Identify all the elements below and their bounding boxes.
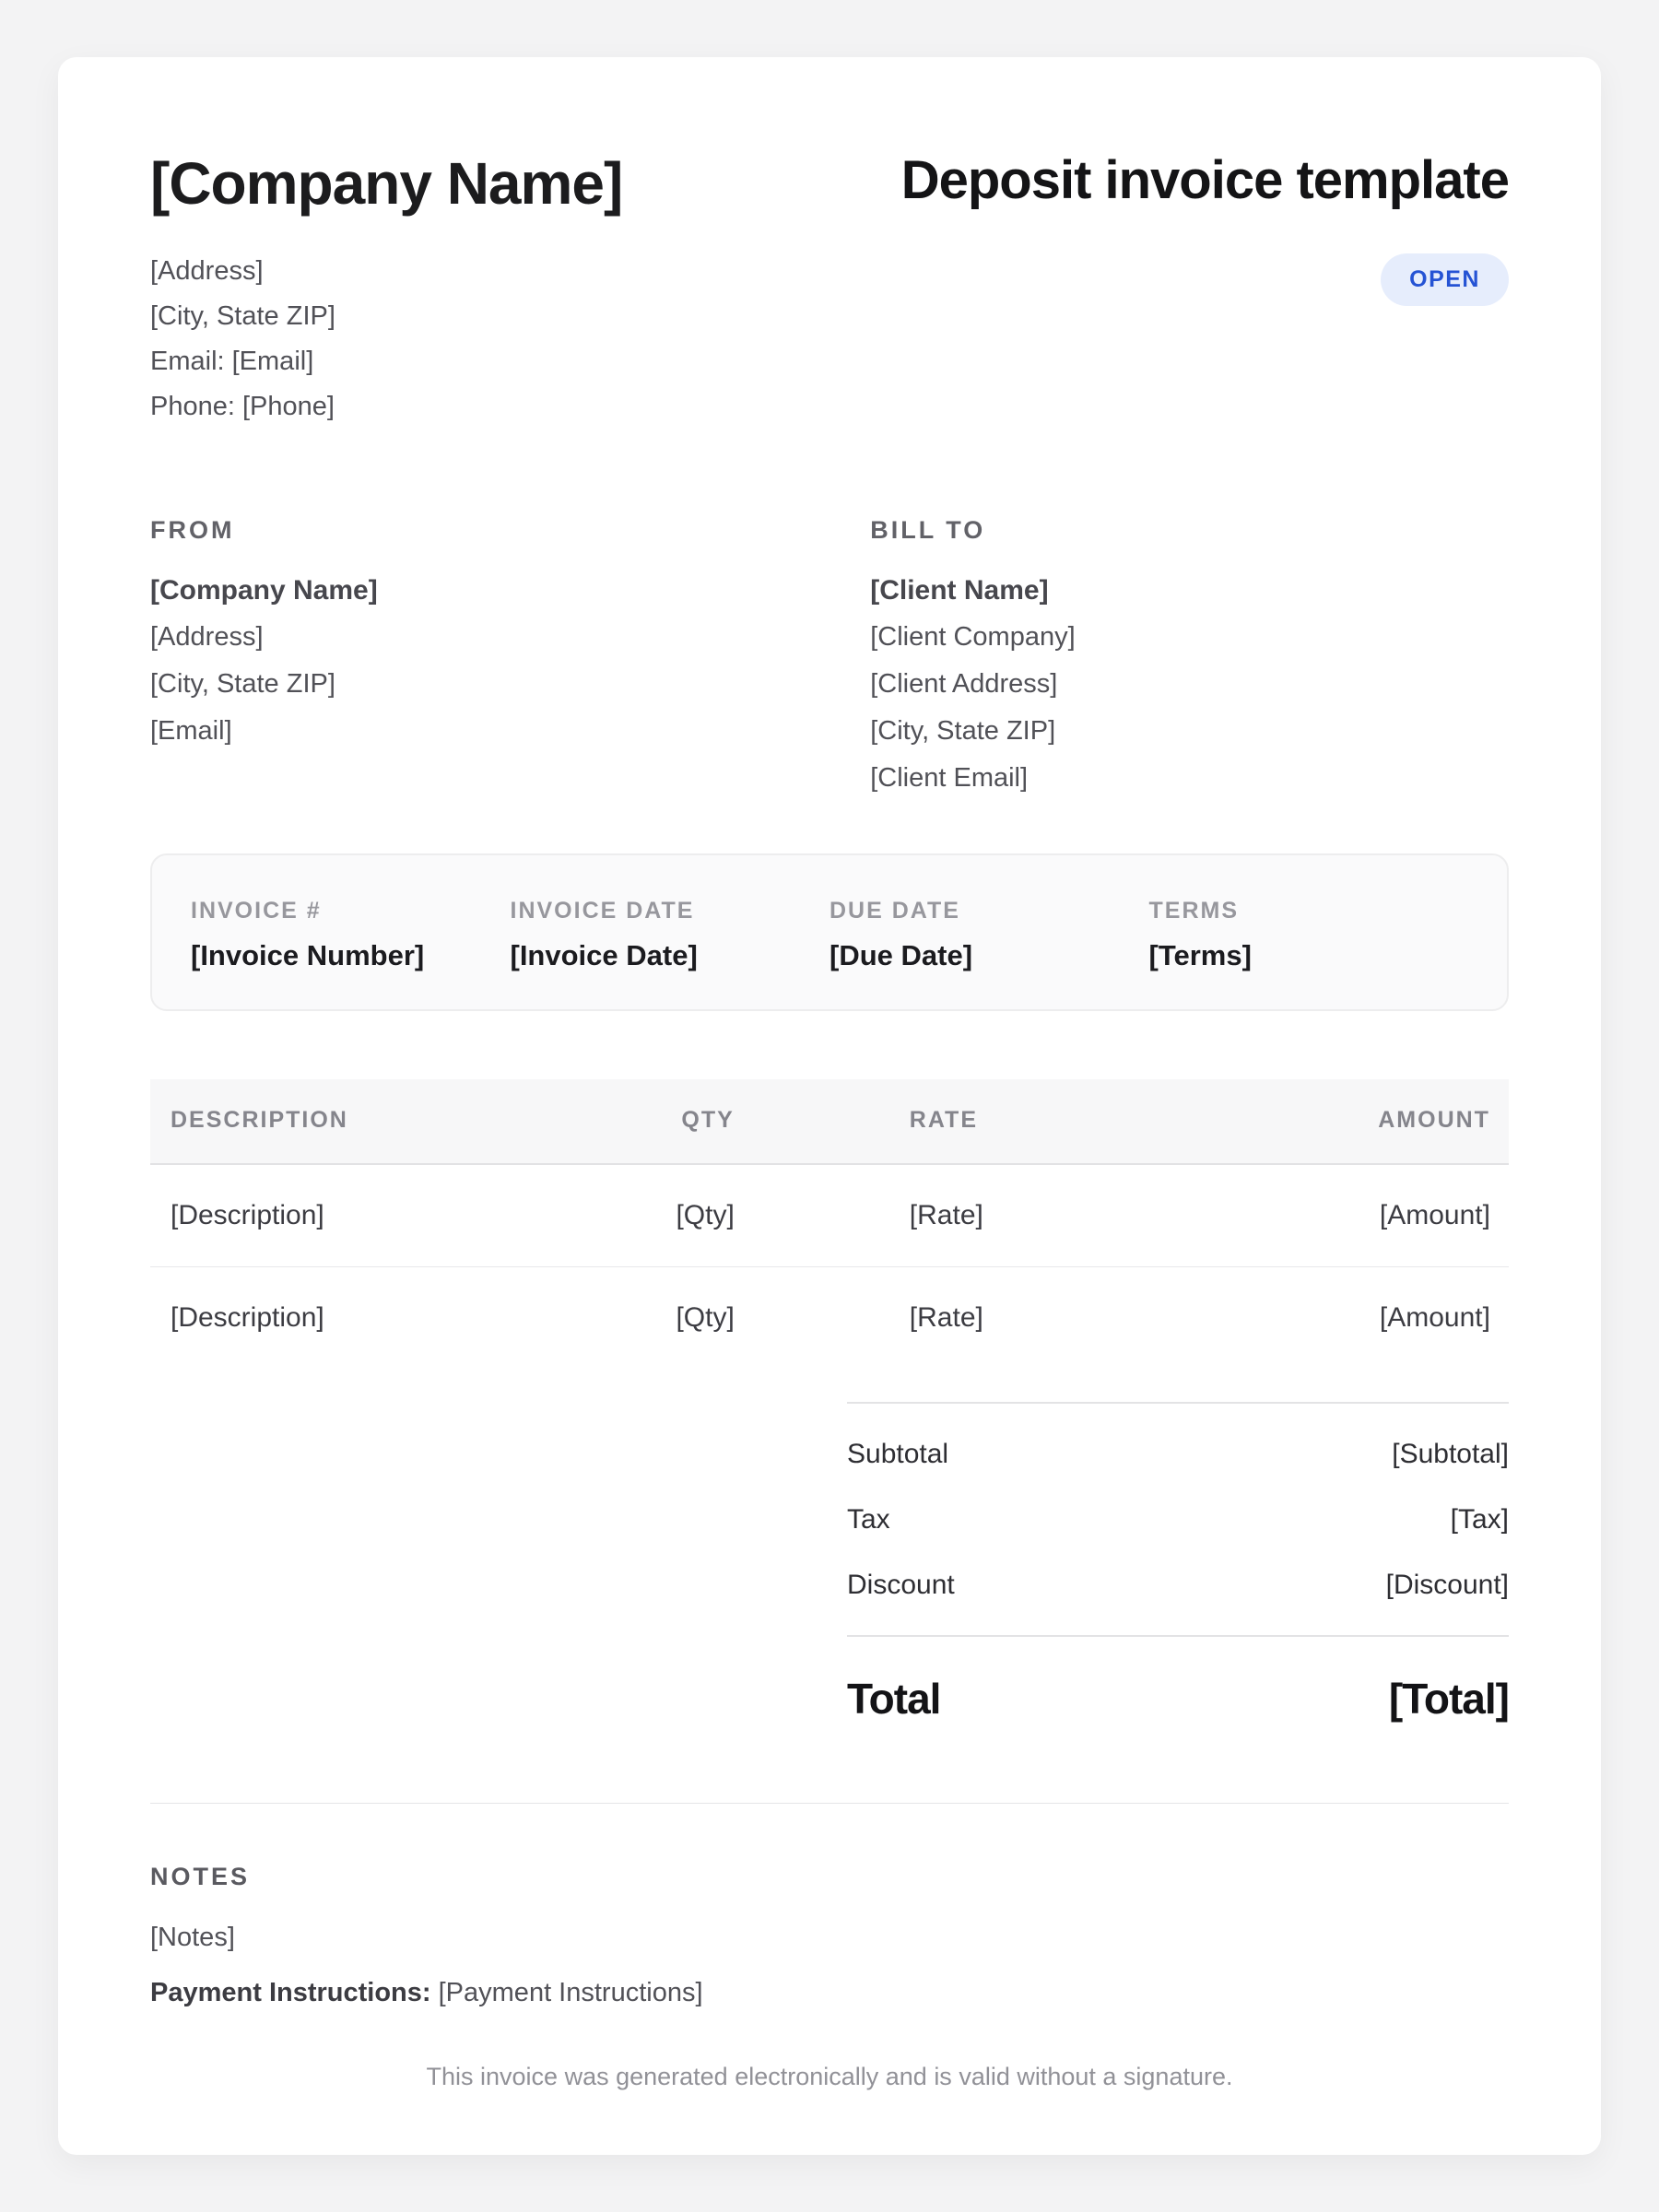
item-rate: [Rate] xyxy=(909,1200,983,1230)
invoice-number-label: INVOICE # xyxy=(191,898,322,924)
item-qty: [Qty] xyxy=(676,1302,735,1333)
total-label: Total xyxy=(847,1675,941,1723)
title-block xyxy=(901,149,1509,306)
table-header-row xyxy=(150,1079,1509,1165)
notes-label: NOTES xyxy=(150,1863,251,1890)
notes-body: [Notes] xyxy=(150,1923,235,1952)
discount-label: Discount xyxy=(847,1570,955,1600)
company-block xyxy=(150,149,622,429)
parties-section xyxy=(150,516,1509,802)
client-company-line: [Client Company] xyxy=(870,622,1076,652)
company-name: [Company Name] xyxy=(150,150,623,217)
item-amount: [Amount] xyxy=(1379,1200,1490,1230)
due-date-label: DUE DATE xyxy=(830,898,960,924)
tax-value: [Tax] xyxy=(1450,1504,1509,1535)
tax-row xyxy=(847,1504,1509,1535)
from-city-line: [City, State ZIP] xyxy=(150,669,335,699)
total-value: [Total] xyxy=(1388,1675,1509,1723)
company-email-line: Email: [Email] xyxy=(150,347,314,376)
notes-section xyxy=(150,1803,1509,2013)
bill-to-label: BILL TO xyxy=(870,516,986,544)
payment-instructions-line xyxy=(150,1972,1509,2013)
company-phone-line: Phone: [Phone] xyxy=(150,392,335,421)
meta-field-terms xyxy=(1149,898,1469,972)
company-address-line: [Address] xyxy=(150,256,264,286)
meta-field-due-date xyxy=(830,898,1149,972)
line-items-table xyxy=(150,1079,1509,1369)
company-city-line: [City, State ZIP] xyxy=(150,301,335,331)
item-description: [Description] xyxy=(171,1302,324,1333)
column-header-amount: AMOUNT xyxy=(1378,1107,1490,1133)
client-address-line: [Client Address] xyxy=(870,669,1058,699)
invoice-card xyxy=(58,57,1601,2155)
item-qty: [Qty] xyxy=(676,1200,735,1230)
from-address-line: [Address] xyxy=(150,622,264,652)
invoice-number-value: [Invoice Number] xyxy=(191,939,425,971)
item-description: [Description] xyxy=(171,1200,324,1230)
due-date-value: [Due Date] xyxy=(830,939,973,971)
meta-field-invoice-number xyxy=(191,898,511,972)
invoice-meta-bar xyxy=(150,853,1509,1011)
subtotal-label: Subtotal xyxy=(847,1439,949,1469)
payment-instructions-label: Payment Instructions: xyxy=(150,1978,431,2007)
discount-value: [Discount] xyxy=(1385,1570,1509,1600)
table-row xyxy=(150,1267,1509,1369)
invoice-date-label: INVOICE DATE xyxy=(510,898,695,924)
client-name: [Client Name] xyxy=(870,575,1049,606)
column-header-rate: RATE xyxy=(909,1107,978,1133)
total-row xyxy=(847,1637,1509,1724)
bill-to-block xyxy=(870,516,1509,802)
terms-label: TERMS xyxy=(1148,898,1239,924)
client-city-line: [City, State ZIP] xyxy=(870,716,1056,746)
from-company-name: [Company Name] xyxy=(150,575,378,606)
client-email-line: [Client Email] xyxy=(870,763,1029,793)
from-label: FROM xyxy=(150,516,235,544)
column-header-qty: QTY xyxy=(681,1107,735,1133)
totals-section xyxy=(847,1402,1509,1724)
invoice-header xyxy=(150,149,1509,429)
tax-label: Tax xyxy=(847,1504,890,1535)
meta-field-invoice-date xyxy=(511,898,830,972)
subtotal-row xyxy=(847,1439,1509,1470)
subtotal-value: [Subtotal] xyxy=(1392,1439,1509,1469)
payment-instructions-value: [Payment Instructions] xyxy=(438,1978,703,2007)
item-rate: [Rate] xyxy=(909,1302,983,1333)
from-email-line: [Email] xyxy=(150,716,232,746)
item-amount: [Amount] xyxy=(1379,1302,1490,1333)
discount-row xyxy=(847,1570,1509,1601)
from-block xyxy=(150,516,870,802)
page-title: Deposit invoice template xyxy=(900,150,1509,210)
footer-disclaimer: This invoice was generated electronically and is valid without a signature. xyxy=(426,2063,1233,2090)
invoice-date-value: [Invoice Date] xyxy=(510,939,698,971)
terms-value: [Terms] xyxy=(1148,939,1252,971)
column-header-description: DESCRIPTION xyxy=(171,1107,348,1133)
table-row xyxy=(150,1165,1509,1267)
status-badge[interactable]: OPEN xyxy=(1381,253,1509,306)
